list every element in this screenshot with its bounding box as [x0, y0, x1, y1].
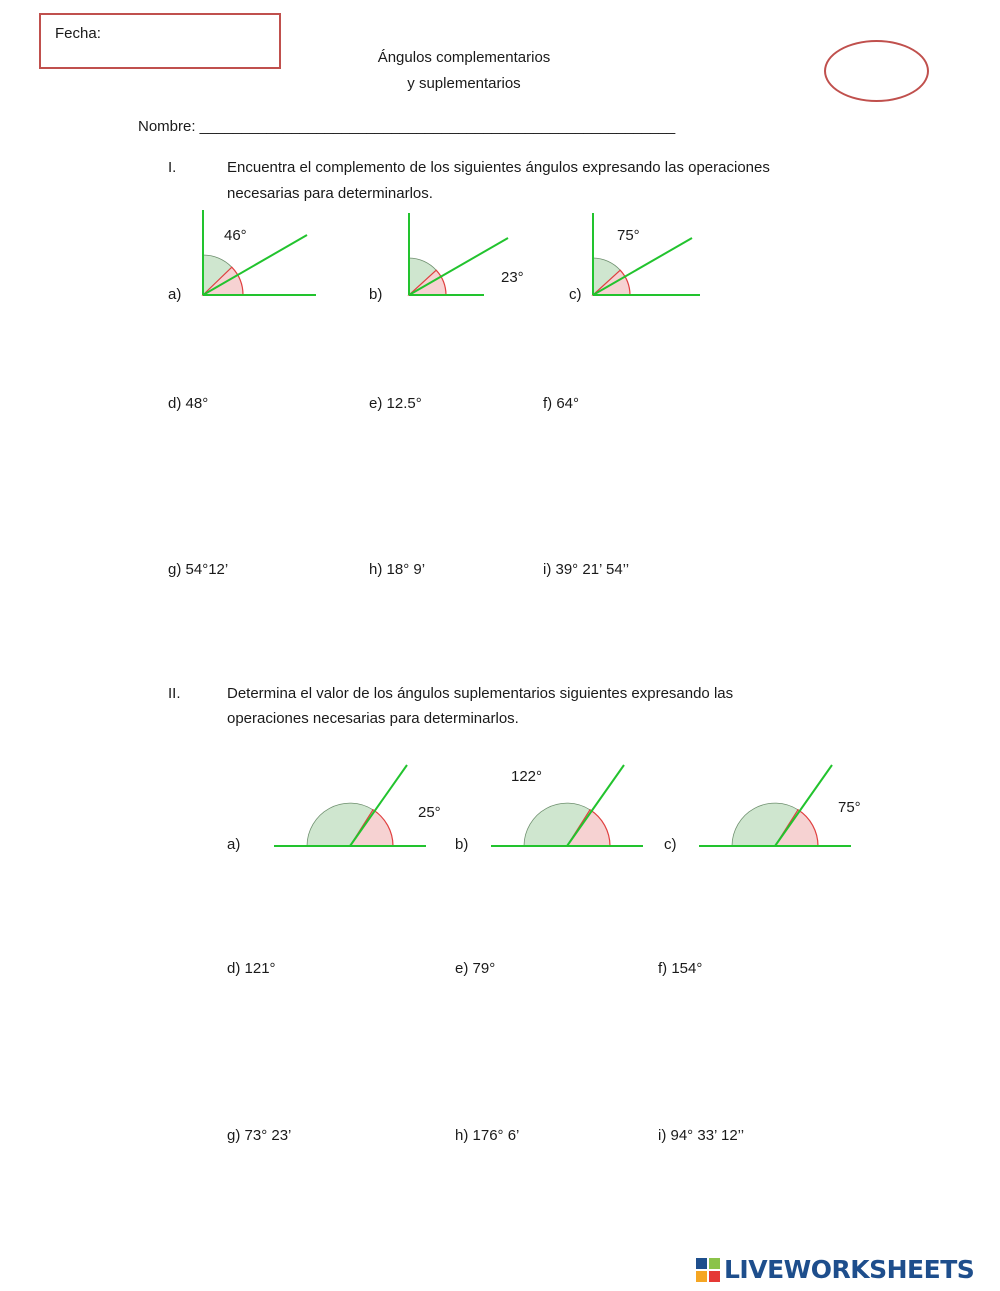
liveworksheets-logo[interactable] [696, 1255, 992, 1285]
s1-fig-c-angle-label: 75° [617, 227, 640, 244]
s1-complement-figure-c [580, 205, 720, 305]
date-label: Fecha: [55, 25, 101, 42]
s2-fig-c-label: c) [664, 836, 677, 853]
s2-fig-b-angle-label: 122° [511, 768, 543, 785]
s1-item-d: d) 48° [168, 395, 209, 412]
s1-fig-b-label: b) [369, 286, 383, 303]
logo-text: LIVEWORKSHEETS [724, 1255, 975, 1284]
s2-item-d: d) 121° [227, 960, 276, 977]
s1-complement-figure-a [190, 205, 330, 305]
s2-item-h: h) 176° 6’ [455, 1127, 520, 1144]
title-line-2: y suplementarios [407, 75, 521, 92]
name-field[interactable]: Nombre: _________________________________________________________ [138, 118, 676, 135]
s1-complement-figure-b [396, 205, 536, 305]
s2-fig-c-angle-label: 75° [838, 799, 861, 816]
section-1-numeral: I. [168, 159, 177, 176]
s1-item-f: f) 64° [543, 395, 580, 412]
s1-fig-c-label: c) [569, 286, 582, 303]
section-1-instruction-line-1: Encuentra el complemento de los siguientes ángulos expresando las operaciones [227, 159, 770, 176]
date-box[interactable] [39, 13, 281, 69]
s1-fig-a-label: a) [168, 286, 182, 303]
section-2-instruction-line-1: Determina el valor de los ángulos suplementarios siguientes expresando las [227, 685, 734, 702]
title-line-1: Ángulos complementarios [377, 49, 551, 66]
s2-supplement-figure-c [695, 760, 860, 860]
s2-item-g: g) 73° 23’ [227, 1127, 292, 1144]
section-2-instruction-line-2: operaciones necesarias para determinarlos. [227, 710, 519, 727]
s2-item-f: f) 154° [658, 960, 703, 977]
s2-fig-a-angle-label: 25° [418, 804, 441, 821]
grade-oval[interactable] [824, 40, 929, 102]
liveworksheets-logo-icon [696, 1258, 720, 1282]
s2-fig-b-label: b) [455, 836, 469, 853]
s2-item-i: i) 94° 33’ 12’’ [658, 1127, 745, 1144]
s1-item-i: i) 39° 21’ 54’’ [543, 561, 630, 578]
s2-fig-a-label: a) [227, 836, 241, 853]
s2-item-e: e) 79° [455, 960, 496, 977]
s1-item-h: h) 18° 9’ [369, 561, 426, 578]
section-1-instruction-line-2: necesarias para determinarlos. [227, 185, 433, 202]
section-2-numeral: II. [168, 685, 181, 702]
s1-item-e: e) 12.5° [369, 395, 422, 412]
s1-fig-a-angle-label: 46° [224, 227, 247, 244]
s1-item-g: g) 54°12’ [168, 561, 229, 578]
s2-supplement-figure-a [270, 760, 435, 860]
s1-fig-b-angle-label: 23° [501, 269, 524, 286]
